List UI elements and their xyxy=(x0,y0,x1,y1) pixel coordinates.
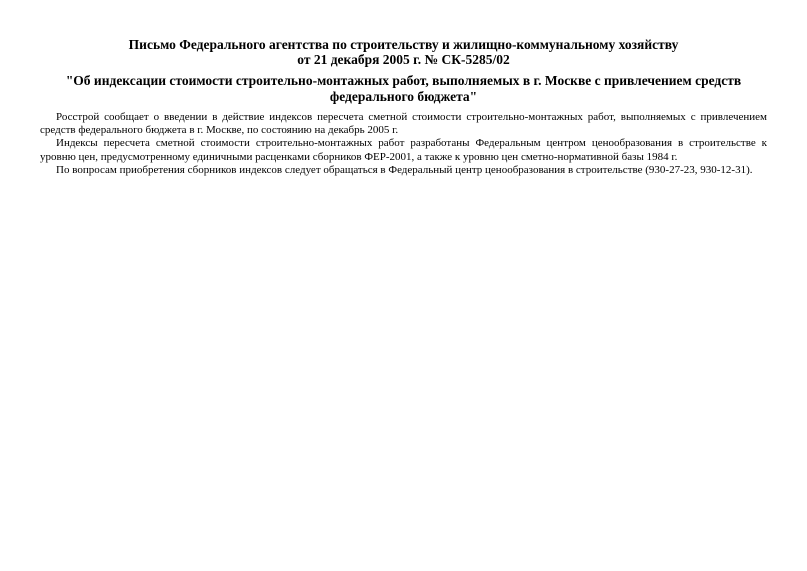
body-paragraph: По вопросам приобретения сборников индексов следует обращаться в Федеральный центр ценообразования в строительстве (930-27-23, 930-12-31). xyxy=(56,163,753,176)
body-paragraph: Индексы пересчета сметной стоимости строительно-монтажных работ разработаны Федеральным центром ценообразования в строительстве к уровню цен, предусмотренному единичными расценками сборников ФЕР-2001, а также к уровню цен сметно-нормативной базы 1984 г. xyxy=(40,137,767,163)
body-paragraph: Росстрой сообщает о введении в действие индексов пересчета сметной стоимости строительно-монтажных работ, выполняемых с привлечением средств федерального бюджета в г. Москве, по состоянию на декабрь 2005 г. xyxy=(40,111,767,137)
letter-heading: Письмо Федерального агентства по строительству и жилищно-коммунальному хозяйству xyxy=(128,37,679,52)
letter-date-number: от 21 декабря 2005 г. № СК-5285/02 xyxy=(297,52,510,67)
letter-title: "Об индексации стоимости строительно-монтажных работ, выполняемых в г. Москве с привлечением средств федерального бюджета" xyxy=(65,73,742,104)
letter-body xyxy=(40,111,767,177)
